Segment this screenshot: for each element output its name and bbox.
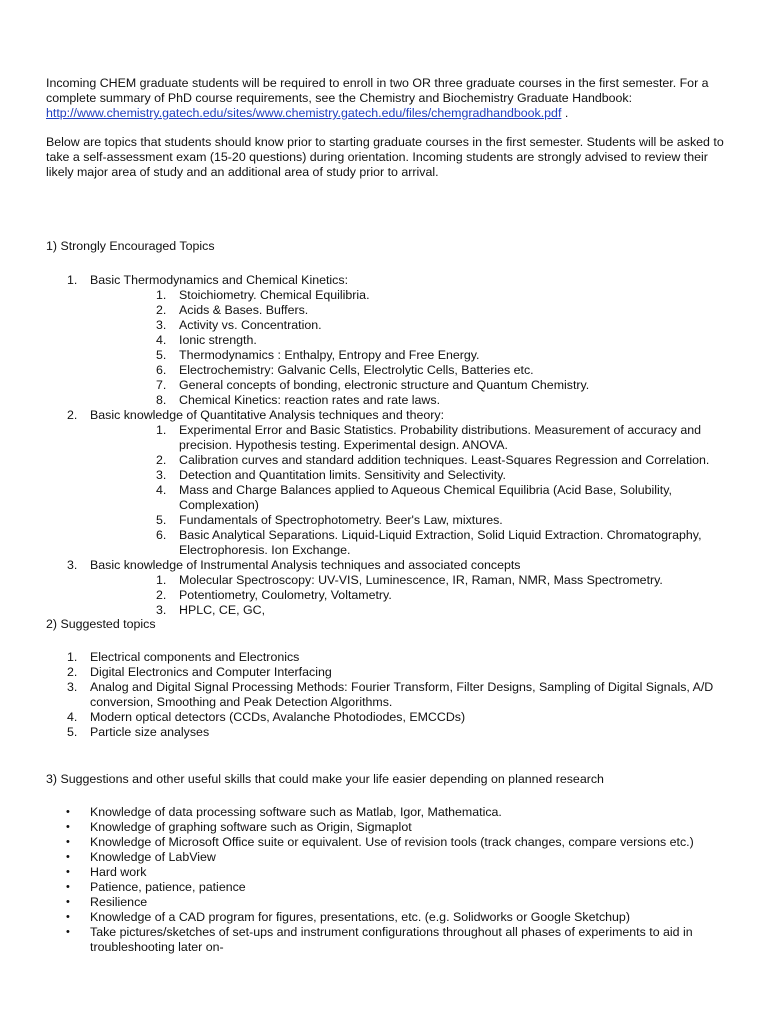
section3-item: • Knowledge of data processing software such as Matlab, Igor, Mathematica. <box>66 805 502 819</box>
sublist-item: 6. Electrochemistry: Galvanic Cells, Electrolytic Cells, Batteries etc. <box>156 363 534 377</box>
item-number: 1. <box>67 273 78 287</box>
bullet-icon: • <box>66 896 70 908</box>
section3-list <box>46 805 736 955</box>
bullet-icon: • <box>66 836 70 848</box>
sublist-item: 3. Activity vs. Concentration. <box>156 318 322 332</box>
bullet-icon: • <box>66 851 70 863</box>
sublist-item: 1. Molecular Spectroscopy: UV-VIS, Luminescence, IR, Raman, NMR, Mass Spectrometry. <box>156 573 663 587</box>
sublist-item: 3. HPLC, CE, GC, <box>156 603 266 617</box>
section2-heading: 2) Suggested topics <box>46 617 156 631</box>
section1-item-3-sublist <box>90 573 736 618</box>
section3-item: • Hard work <box>66 865 147 879</box>
sublist-item: 2. Acids & Bases. Buffers. <box>156 303 309 317</box>
sublist-item: 8. Chemical Kinetics: reaction rates and rate laws. <box>156 393 441 407</box>
section3-item: • Patience, patience, patience <box>66 880 246 894</box>
sublist-item: 1. Experimental Error and Basic Statistics. Probability distributions. Measurement of accuracy and precision. Hypothesis testing. Experimental design. ANOVA. <box>156 423 702 452</box>
item-number: 3. <box>67 558 78 572</box>
item-number: 2. <box>67 408 78 422</box>
section3-item: • Knowledge of Microsoft Office suite or equivalent. Use of revision tools (track changes, compare versions etc.) <box>66 835 694 849</box>
section3-heading: 3) Suggestions and other useful skills that could make your life easier depending on planned research <box>46 772 604 786</box>
bullet-icon: • <box>66 866 70 878</box>
section2-list <box>46 650 736 740</box>
sublist-item: 7. General concepts of bonding, electronic structure and Quantum Chemistry. <box>156 378 590 392</box>
bullet-icon: • <box>66 926 70 938</box>
item-label: Basic knowledge of Quantitative Analysis techniques and theory: <box>90 408 445 422</box>
section1-item-1-sublist <box>90 288 736 408</box>
section2-item: 3. Analog and Digital Signal Processing Methods: Fourier Transform, Filter Designs, Sampling of Digital Signals, A/D conversion, Smoothing and Peak Detection Algorithms. <box>67 680 714 709</box>
sublist-item: 5. Thermodynamics : Enthalpy, Entropy and Free Energy. <box>156 348 480 362</box>
section3-item: • Take pictures/sketches of set-ups and instrument configurations throughout all phases of experiments to aid in troubleshooting later on- <box>66 925 693 954</box>
handbook-link[interactable]: http://www.chemistry.gatech.edu/sites/www.chemistry.gatech.edu/files/chemgradhandbook.pdf <box>46 106 562 120</box>
sublist-item: 5. Fundamentals of Spectrophotometry. Beer's Law, mixtures. <box>156 513 503 527</box>
sublist-item: 3. Detection and Quantitation limits. Sensitivity and Selectivity. <box>156 468 506 482</box>
section3-item: • Resilience <box>66 895 148 909</box>
sublist-item: 2. Potentiometry, Coulometry, Voltametry. <box>156 588 392 602</box>
sublist-item: 6. Basic Analytical Separations. Liquid-Liquid Extraction, Solid Liquid Extraction. Chromatography, Electrophoresis. Ion Exchange. <box>156 528 702 557</box>
sublist-item: 1. Stoichiometry. Chemical Equilibria. <box>156 288 370 302</box>
bullet-icon: • <box>66 881 70 893</box>
bullet-icon: • <box>66 806 70 818</box>
section1-list <box>46 273 736 618</box>
section1-item-2-sublist <box>90 423 736 558</box>
item-label: Basic knowledge of Instrumental Analysis techniques and associated concepts <box>90 558 521 572</box>
section1-item-2 <box>46 408 736 558</box>
section2-item: 4. Modern optical detectors (CCDs, Avalanche Photodiodes, EMCCDs) <box>67 710 466 724</box>
sublist-item: 4. Mass and Charge Balances applied to Aqueous Chemical Equilibria (Acid Base, Solubility, Complexation) <box>156 483 672 512</box>
section2-item: 2. Digital Electronics and Computer Interfacing <box>67 665 332 679</box>
section1-heading: 1) Strongly Encouraged Topics <box>46 239 215 253</box>
section3-item: • Knowledge of LabView <box>66 850 216 864</box>
bullet-icon: • <box>66 911 70 923</box>
section3-item: • Knowledge of graphing software such as Origin, Sigmaplot <box>66 820 412 834</box>
item-label: Basic Thermodynamics and Chemical Kinetics: <box>90 273 349 287</box>
sublist-item: 4. Ionic strength. <box>156 333 257 347</box>
section1-item-1 <box>46 273 736 408</box>
sublist-item: 2. Calibration curves and standard addition techniques. Least-Squares Regression and Correlation. <box>156 453 710 467</box>
section1-item-3 <box>46 558 736 618</box>
section2-item: 1. Electrical components and Electronics <box>67 650 300 664</box>
section2-item: 5. Particle size analyses <box>67 725 210 739</box>
section3-item: • Knowledge of a CAD program for figures, presentations, etc. (e.g. Solidworks or Google Sketchup) <box>66 910 630 924</box>
bullet-icon: • <box>66 821 70 833</box>
intro-paragraph-2: Below are topics that students should know prior to starting graduate courses in the first semester. Students will be asked to take a self-assessment exam (15-20 questions) during orientation. Incoming students are strongly advised to review their likely major area of study and an additional area of study prior to arrival. <box>46 135 724 179</box>
link-trailing-text: . <box>561 106 569 120</box>
intro-text-1: Incoming CHEM graduate students will be required to enroll in two OR three graduate courses in the first semester. For a complete summary of PhD course requirements, see the Chemistry and Biochemistry Graduate Handbook: <box>46 76 709 105</box>
intro-paragraph-1 <box>46 76 736 121</box>
